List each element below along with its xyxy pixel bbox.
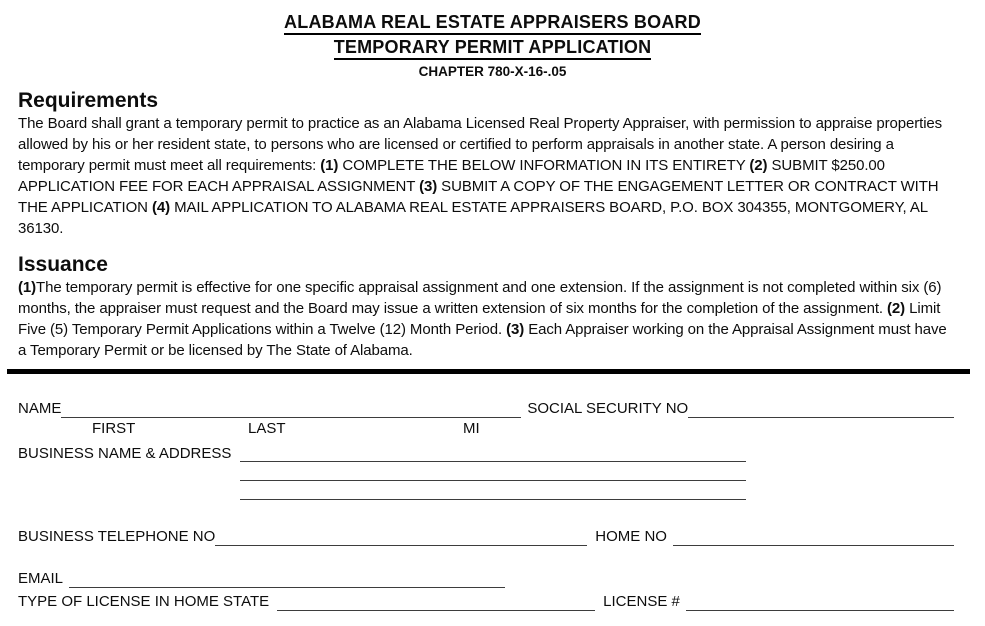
requirements-text: SUBMIT A COPY OF THE ENGAGEMENT LETTER OR CONTRACT WITH THE APPLICATION: [18, 177, 939, 216]
requirements-paragraph: [18, 114, 954, 239]
issuance-heading: Issuance: [18, 253, 108, 277]
issuance-marker-1: (1): [18, 279, 37, 297]
home-phone-input-line[interactable]: [673, 529, 954, 546]
ssn-label: SOCIAL SECURITY NO: [527, 400, 689, 418]
document-title: [0, 10, 985, 35]
chapter-reference: CHAPTER 780-X-16-.05: [418, 64, 567, 79]
requirements-marker-2: (2): [749, 156, 768, 174]
requirements-marker-1: (1): [320, 156, 339, 174]
issuance-marker-3: (3): [506, 321, 525, 339]
business-address-line-3[interactable]: [240, 481, 746, 500]
license-type-label: TYPE OF LICENSE IN HOME STATE: [18, 593, 270, 611]
license-number-input-line[interactable]: [686, 594, 954, 611]
name-row: [18, 398, 954, 418]
issuance-marker-2: (2): [887, 300, 906, 318]
business-address-line-2[interactable]: [240, 462, 746, 481]
license-row: [18, 591, 954, 611]
business-address-lines: [240, 443, 746, 500]
document-subtitle: [0, 35, 985, 60]
email-row: [18, 568, 954, 588]
section-divider: [7, 369, 970, 374]
business-name-address-block: [18, 443, 954, 500]
email-label: EMAIL: [18, 570, 64, 588]
document-title-text: ALABAMA REAL ESTATE APPRAISERS BOARD: [284, 12, 701, 35]
business-phone-label: BUSINESS TELEPHONE NO: [18, 528, 216, 546]
document-body: [0, 88, 985, 362]
issuance-text: The temporary permit is effective for one specific appraisal assignment and one extension. If the assignment is not completed within six (6) months, the appraiser must request and the Board may issue a written extension of six months for the completion of the assignment.: [18, 279, 942, 318]
first-name-sublabel: FIRST: [92, 420, 136, 438]
email-input-line[interactable]: [69, 571, 505, 588]
application-form-fields: [0, 398, 985, 611]
requirements-text: SUBMIT $250.00 APPLICATION FEE FOR EACH APPRAISAL ASSIGNMENT: [18, 156, 885, 195]
requirements-text: COMPLETE THE BELOW INFORMATION IN ITS ENTIRETY: [338, 156, 750, 174]
requirements-marker-4: (4): [152, 198, 171, 216]
license-number-label: LICENSE #: [603, 593, 680, 611]
name-sublabels-row: [18, 418, 954, 439]
ssn-input-line[interactable]: [688, 401, 954, 418]
issuance-text: Each Appraiser working on the Appraisal Assignment must have a Temporary Permit or be licensed by The State of Alabama.: [18, 321, 947, 360]
document-header: [0, 0, 985, 80]
last-name-sublabel: LAST: [248, 420, 286, 438]
requirements-text: MAIL APPLICATION TO ALABAMA REAL ESTATE APPRAISERS BOARD, P.O. BOX 304355, MONTGOMERY, AL 36130.: [18, 198, 928, 237]
name-input-line[interactable]: [61, 401, 521, 418]
phone-row: [18, 526, 954, 546]
issuance-paragraph: [18, 278, 954, 362]
business-name-address-label: BUSINESS NAME & ADDRESS: [18, 445, 232, 463]
requirements-marker-3: (3): [419, 177, 438, 195]
name-label: NAME: [18, 400, 62, 418]
document-subtitle-text: TEMPORARY PERMIT APPLICATION: [334, 37, 652, 60]
issuance-text: Limit Five (5) Temporary Permit Applications within a Twelve (12) Month Period.: [18, 300, 941, 339]
home-phone-label: HOME NO: [595, 528, 667, 546]
requirements-heading: Requirements: [18, 89, 159, 112]
business-address-line-1[interactable]: [240, 443, 746, 462]
requirements-text: The Board shall grant a temporary permit to practice as an Alabama Licensed Real Property Appraiser, with permission to appraise properties allowed by his or her resident state, to persons who are licensed or certified to perform appraisals in another state. A person desiring a temporary permit must meet all requirements:: [18, 115, 943, 174]
license-type-input-line[interactable]: [277, 594, 595, 611]
business-phone-input-line[interactable]: [215, 529, 587, 546]
middle-initial-sublabel: MI: [463, 420, 480, 438]
